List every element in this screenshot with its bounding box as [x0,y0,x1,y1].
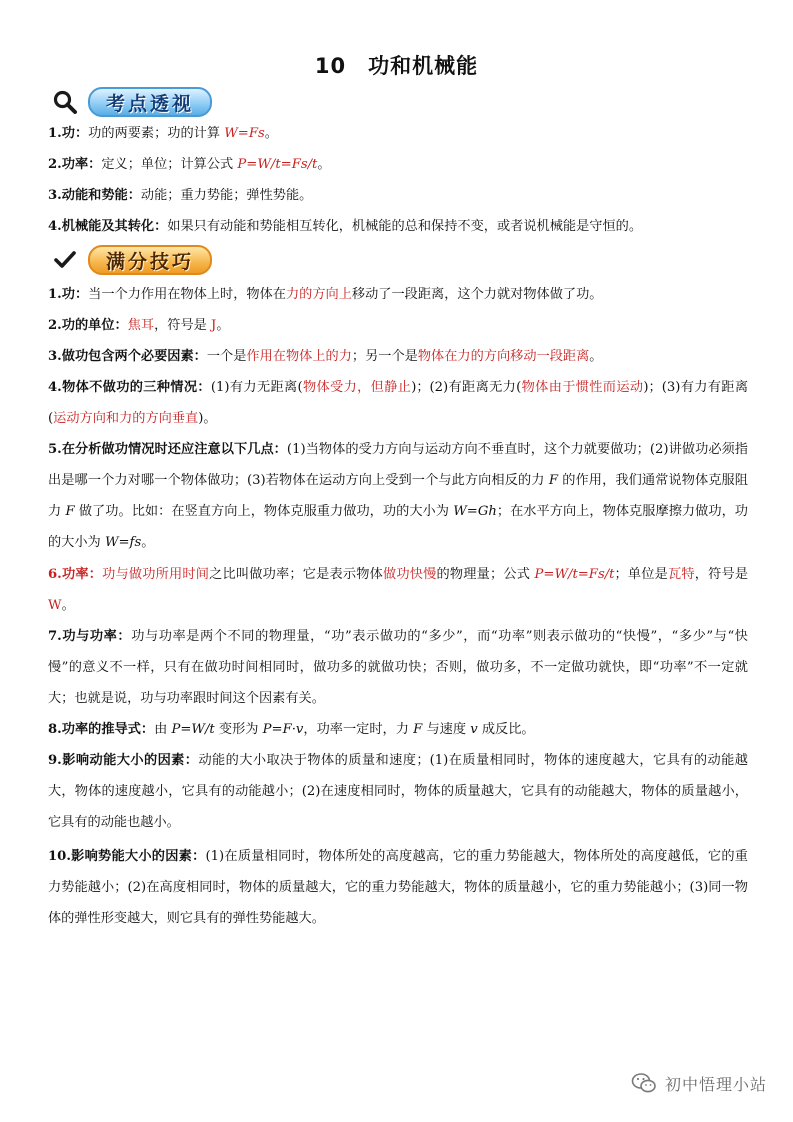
key-point-4: 4.机械能及其转化：如果只有动能和势能相互转化，机械能的总和保持不变，或者说机械能是守恒的。 [48,219,643,234]
key-point-1: 1.功：功的两要素；功的计算 W=Fs。 [48,126,278,141]
tip-5: 5.在分析做功情况时还应注意以下几点：(1)当物体的受力方向与运动方向不垂直时，这个力就要做功；(2)讲做功必须指出是哪一个力对哪一个物体做功；(3)若物体在运动方向上受到一个与此方向相反的力 F 的作用，我们通常说物体克服阻力 F 做了功。比如：在竖直方向上，物体克服重力做功，功的大小为 W=Gh；在水平方向上，物体克服摩擦力做功，功的大小为 W=fs。 [48,442,748,550]
watermark-text: 初中悟理小站 [664,1074,767,1094]
wechat-icon [631,1072,657,1094]
section-badge: 满分技巧 [88,245,212,275]
watermark [631,1068,767,1098]
tip-7: 7.功与功率：功与功率是两个不同的物理量，“功”表示做功的“多少”，而“功率”则表示做功的“快慢”，“多少”与“快慢”的意义不一样，只有在做功时间相同时，做功多的就做功快；否则，做功多，不一定做功就快，即“功率”不一定就大；也就是说，功与功率跟时间这个因素有关。 [48,629,748,706]
magnifier-icon [48,86,82,118]
tip-9: 9.影响动能大小的因素：动能的大小取决于物体的质量和速度；(1)在质量相同时，物体的速度越大，它具有的动能越大，物体的速度越小，它具有的动能越小；(2)在速度相同时，物体的质量越大，它具有的动能越大，物体的质量越小，它具有的动能也越小。 [48,753,748,830]
section-header-full-marks-tips [48,242,212,278]
tip-8: 8.功率的推导式：由 P=W/t 变形为 P=F·v，功率一定时，力 F 与速度 v 成反比。 [48,722,535,737]
tip-10: 10.影响势能大小的因素：(1)在质量相同时，物体所处的高度越高，它的重力势能越大，物体所处的高度越低，它的重力势能越小；(2)在高度相同时，物体的质量越大，它的重力势能越大，物体的质量越小，它的重力势能越小；(3)同一物体的弹性形变越大，则它具有的弹性势能越大。 [48,849,748,926]
tip-3: 3.做功包含两个必要因素：一个是作用在物体上的力；另一个是物体在力的方向移动一段距离。 [48,349,603,364]
tip-4: 4.物体不做功的三种情况：(1)有力无距离(物体受力，但静止)；(2)有距离无力(物体由于惯性而运动)；(3)有力有距离(运动方向和力的方向垂直)。 [48,380,749,426]
tip-6: 6.功率：功与做功所用时间之比叫做功率；它是表示物体做功快慢的物理量；公式 P=W/t=Fs/t；单位是瓦特，符号是 W。 [48,567,749,613]
page-title: 10 功和机械能 [314,54,479,78]
checkmark-icon [48,244,82,276]
key-point-2: 2.功率：定义；单位；计算公式 P=W/t=Fs/t。 [48,157,331,172]
key-point-3: 3.动能和势能：动能；重力势能；弹性势能。 [48,188,313,203]
section-badge: 考点透视 [88,87,212,117]
tip-1: 1.功：当一个力作用在物体上时，物体在力的方向上移动了一段距离，这个力就对物体做了功。 [48,287,603,302]
section-header-key-points [48,84,212,120]
tip-2: 2.功的单位：焦耳，符号是 J。 [48,318,230,333]
